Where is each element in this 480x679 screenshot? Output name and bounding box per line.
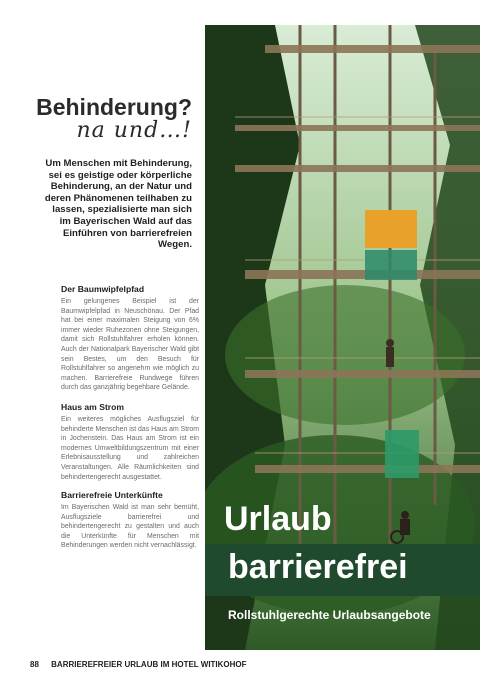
intro-paragraph: Um Menschen mit Behinderung, sei es geistige oder körperliche Behinderung, an der Natur und deren Phänomenen teilhaben zu lassen, spezialisierte man sich im Bayerischen Wald auf das Einführen von barrierefreien Wegen. <box>44 158 192 251</box>
section-heading: Der Baumwipfelpfad <box>61 284 145 294</box>
page-number: 88 <box>30 660 39 669</box>
page-footer <box>30 660 247 669</box>
article-subtitle: na und…! <box>76 118 192 143</box>
section-heading: Haus am Strom <box>61 402 125 412</box>
section-text: Ein weiteres mögliches Ausflugsziel für behinderte Menschen ist das Haus am Strom in Jochenstein. Das Haus am Strom ist ein modernes Umweltbildungszentrum mit einer Erlebnisausstellung und zahlreichen Veranstaltungen. Alle Räumlichkeiten sind behindertengerecht ausgestattet. <box>61 416 199 481</box>
section-text: Im Bayerischen Wald ist man sehr bemüht, Ausflugsziele barrierefrei und behindertengerecht zu gestalten und auch die Unterkünfte für Menschen mit Behinderungen werden nicht vernachlässigt. <box>61 504 199 550</box>
article-title: Behinderung? <box>36 94 192 120</box>
section-text: Ein gelungenes Beispiel ist der Baumwipfelpfad in Neuschönau. Der Pfad hat bei einer maximalen Steigung von 6% immer wieder Ruhezonen ohne Steigungen, damit sich Rollstuhlfahrer erholen können. Auch der Nationalpark Bayerischer Wald gibt sein Bestes, um den Besuch für Rollstuhlfahrer so angenehm wie möglich zu machen. Barrierefreie Rundwege führen durch das ganzjährig begehbare Gelände. <box>61 298 199 392</box>
photo-headline-line2: barrierefrei <box>228 548 408 586</box>
section-heading: Barrierefreie Unterkünfte <box>61 490 163 500</box>
photo-tagline: Rollstuhlgerechte Urlaubsangebote <box>228 608 431 622</box>
section-barrierefreie-unterkuenfte <box>61 490 199 551</box>
footer-text: BARRIEREFREIER URLAUB IM HOTEL WITIKOHOF <box>51 660 247 669</box>
section-haus-am-strom <box>61 402 199 482</box>
section-baumwipfelpfad <box>61 284 199 393</box>
photo-headline-line1: Urlaub <box>224 500 332 538</box>
